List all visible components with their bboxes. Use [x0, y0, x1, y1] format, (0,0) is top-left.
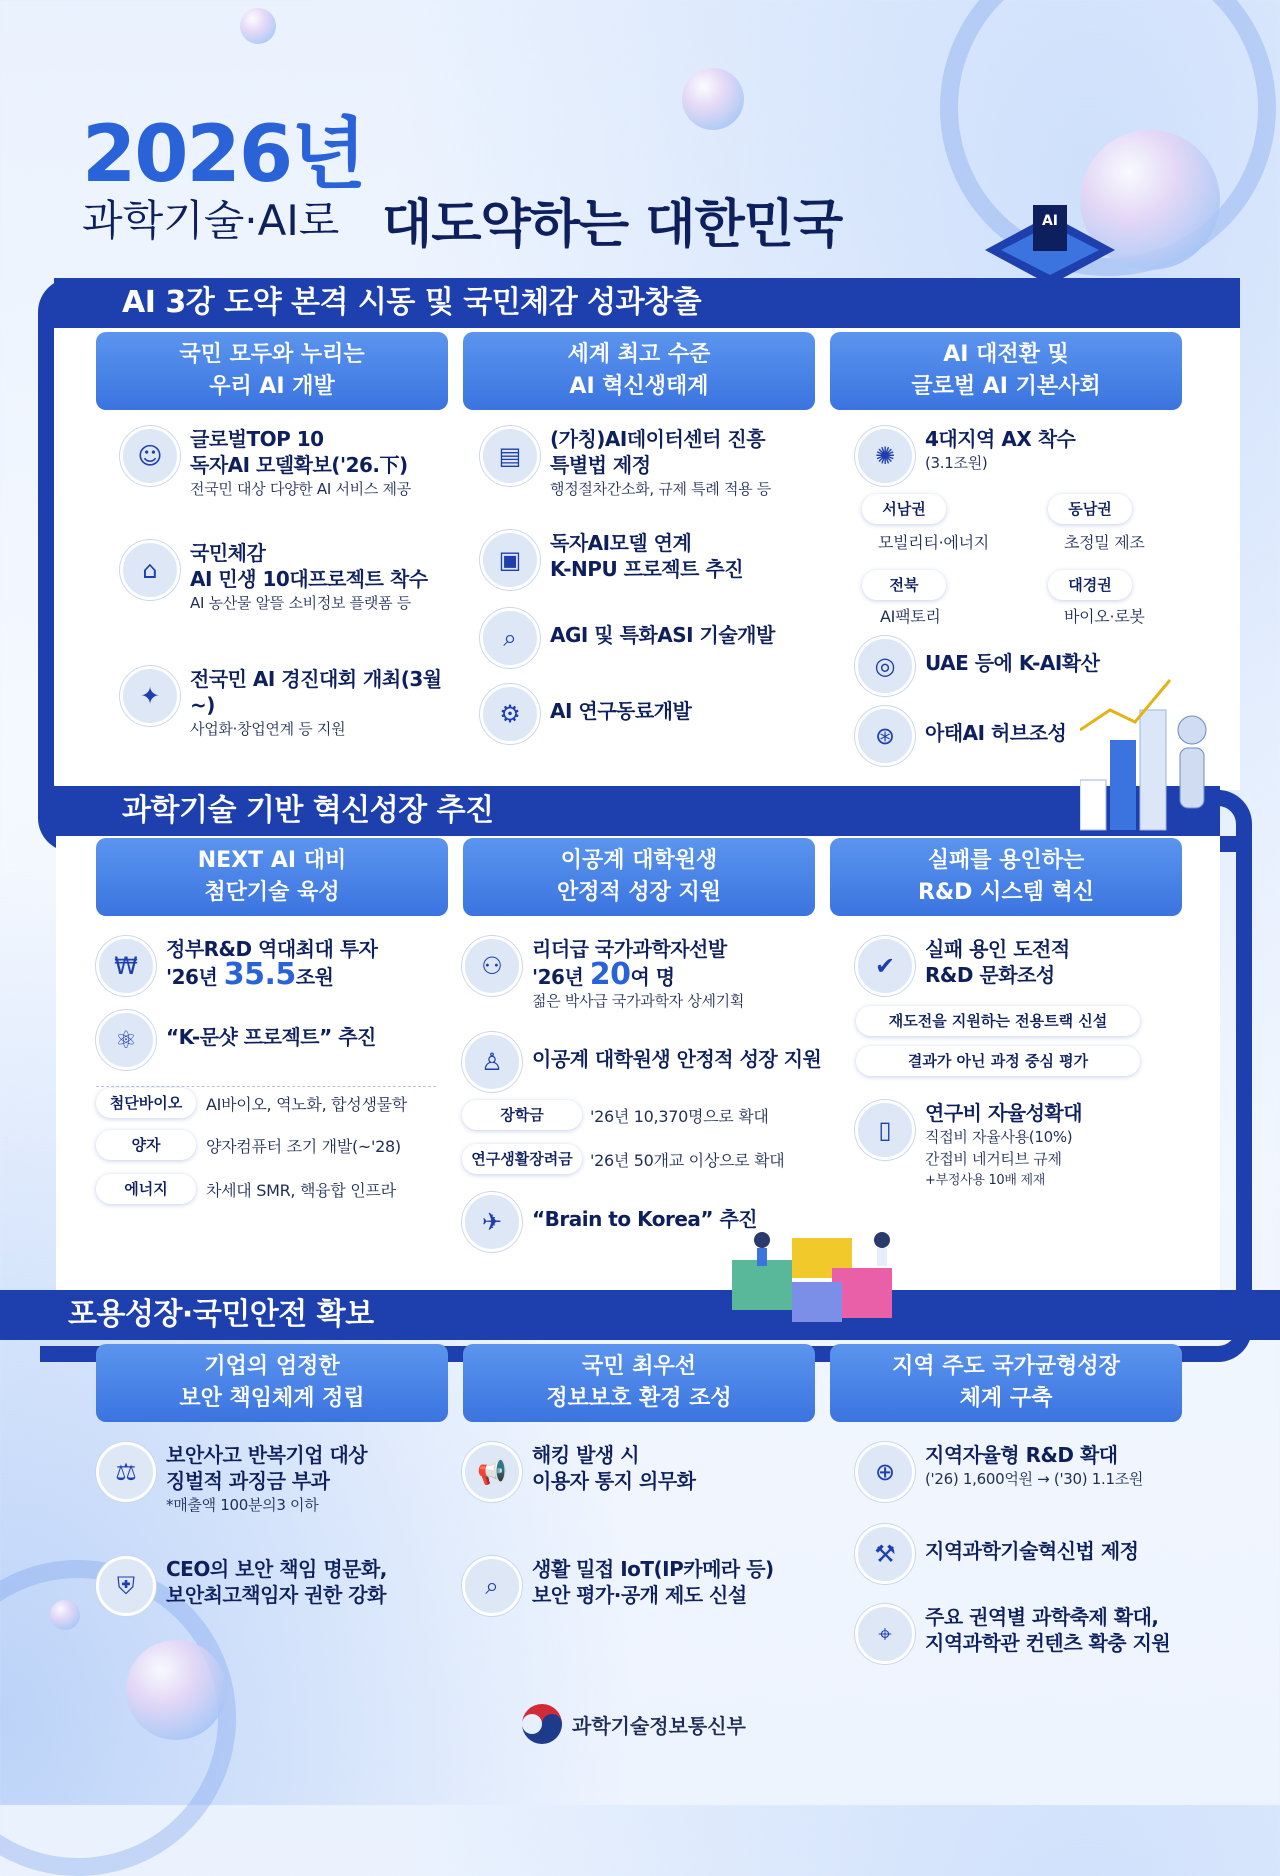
decorative-orb — [240, 8, 276, 44]
title-subtitle: 과학기술·AI로 — [82, 196, 340, 245]
col-head: 실패를 용인하는 R&D 시스템 혁신 — [830, 838, 1182, 916]
government-emblem-icon — [520, 1702, 564, 1746]
decorative-orb — [682, 68, 744, 130]
hands-person-icon: ♙ — [462, 1032, 522, 1092]
hands-store-icon: ⌂ — [120, 540, 180, 600]
gavel-icon: ⚒ — [855, 1524, 915, 1584]
shield-circuit-icon: ⛨ — [96, 1556, 156, 1616]
list-item: ⊛ 아태AI 허브조성 — [855, 706, 1135, 766]
list-item: ⊕ 지역자율형 R&D 확대 ('26) 1,600억원 → ('30) 1.1조원 — [855, 1442, 1195, 1502]
document-gavel-icon: ▤ — [480, 426, 540, 486]
col-head: AI 대전환 및 글로벌 AI 기본사회 — [830, 332, 1182, 410]
list-item: ⌕ 생활 밀접 IoT(IP카메라 등) 보안 평가·공개 제도 신설 — [462, 1556, 802, 1616]
tech-tag: 양자 — [96, 1130, 196, 1160]
list-item: ▤ (가칭)AI데이터센터 진흥 특별법 제정 행정절차간소화, 규제 특례 적용 등 — [480, 426, 820, 500]
binary-search-icon: ⌕ — [480, 608, 540, 668]
robot-colleague-icon: ⚙ — [480, 684, 540, 744]
puzzle-illustration — [712, 1210, 912, 1350]
people-group-icon: ⚇ — [462, 936, 522, 996]
magnifier-check-icon: ⌕ — [462, 1556, 522, 1616]
region-tag: 대경권 — [1048, 570, 1132, 600]
list-item: ⌂ 국민체감 AI 민생 10대프로젝트 착수 AI 농산물 알뜰 소비정보 플랫폼 등 — [120, 540, 450, 614]
col-head: 지역 주도 국가균형성장 체계 구축 — [830, 1344, 1182, 1422]
region-desc: 모빌리티·에너지 — [878, 533, 989, 552]
list-item: ▣ 독자AI모델 연계 K-NPU 프로젝트 추진 — [480, 530, 820, 590]
atom-icon: ⚛ — [96, 1010, 156, 1070]
hand-check-icon: ✔ — [855, 936, 915, 996]
list-item: ⚒ 지역과학기술혁신법 제정 — [855, 1524, 1195, 1584]
list-item: ✈ “Brain to Korea” 추진 — [462, 1192, 762, 1252]
tech-desc: AI바이오, 역노화, 합성생물학 — [206, 1095, 407, 1114]
list-item: 📢 해킹 발생 시 이용자 통지 의무화 — [462, 1442, 802, 1502]
list-item: ▯ 연구비 자율성확대 직접비 자율사용(10%) 간접비 네거티브 규제 +부정사용 10배 제재 — [855, 1100, 1185, 1192]
tech-desc: 양자컴퓨터 조기 개발(~'28) — [206, 1137, 401, 1156]
decorative-orb — [126, 1640, 226, 1740]
col-head: 기업의 엄정한 보안 책임체계 정립 — [96, 1344, 448, 1422]
support-desc: '26년 50개교 이상으로 확대 — [590, 1151, 785, 1170]
section-bar-2: 과학기술 기반 혁신성장 추진 — [54, 786, 1220, 836]
tech-tag: 첨단바이오 — [96, 1088, 196, 1118]
list-item: ✺ 4대지역 AX 착수 (3.1조원) — [855, 426, 1185, 486]
decorative-orb — [50, 1600, 80, 1630]
region-desc: AI팩토리 — [880, 607, 941, 626]
hub-icon: ⊛ — [855, 706, 915, 766]
ai-chip-icon: ▣ — [480, 530, 540, 590]
col-head: 국민 최우선 정보보호 환경 조성 — [463, 1344, 815, 1422]
won-coin-icon: ₩ — [96, 936, 156, 996]
list-item: ⚙ AI 연구동료개발 — [480, 684, 820, 744]
ai-head-icon: ☺ — [120, 426, 180, 486]
col-head: 이공계 대학원생 안정적 성장 지원 — [463, 838, 815, 916]
col-head: 국민 모두와 누리는 우리 AI 개발 — [96, 332, 448, 410]
footer — [520, 1702, 746, 1746]
globe-ai-icon: ◎ — [855, 636, 915, 696]
tech-tag: 에너지 — [96, 1174, 196, 1204]
ministry-name: 과학기술정보통신부 — [572, 1713, 746, 1738]
col-head: NEXT AI 대비 첨단기술 육성 — [96, 838, 448, 916]
region-desc: 바이오·로봇 — [1064, 607, 1145, 626]
support-tag: 연구생활장려금 — [462, 1144, 582, 1174]
support-tag: 장학금 — [462, 1100, 582, 1130]
region-tag: 서남권 — [862, 494, 946, 524]
region-desc: 초정밀 제조 — [1064, 533, 1145, 552]
ai-bulb-icon: ✦ — [120, 666, 180, 726]
target-arrows-icon: ⊕ — [855, 1442, 915, 1502]
globe-plane-icon: ✈ — [462, 1192, 522, 1252]
list-item: ⛨ CEO의 보안 책임 명문화, 보안최고책임자 권한 강화 — [96, 1556, 436, 1616]
list-item: ♙ 이공계 대학원생 안정적 성장 지원 — [462, 1032, 832, 1092]
title-year: 2026년 — [82, 110, 365, 200]
list-item: ₩ 정부R&D 역대최대 투자 '26년 35.5조원 — [96, 936, 436, 996]
list-item: ⚛ “K-문샷 프로젝트” 추진 — [96, 1010, 436, 1070]
policy-pill: 재도전을 지원하는 전용트랙 신설 — [856, 1006, 1140, 1036]
divider — [96, 1086, 436, 1087]
list-item: ☺ 글로벌TOP 10 독자AI 모델확보('26.下) 전국민 대상 다양한 AI 서비스 제공 — [120, 426, 450, 500]
ai-network-icon: ✺ — [855, 426, 915, 486]
tech-desc: 차세대 SMR, 핵융합 인프라 — [206, 1181, 396, 1200]
list-item: ⌕ AGI 및 특화ASI 기술개발 — [480, 608, 820, 668]
list-item: ⌖ 주요 권역별 과학축제 확대, 지역과학관 컨텐츠 확충 지원 — [855, 1604, 1195, 1664]
region-tag: 전북 — [862, 570, 946, 600]
section-bar-3: 포용성장·국민안전 확보 — [0, 1290, 1280, 1340]
support-desc: '26년 10,370명으로 확대 — [590, 1107, 769, 1126]
svg-text:AI: AI — [1041, 213, 1059, 229]
list-item: ✦ 전국민 AI 경진대회 개최(3월~) 사업화·창업연계 등 지원 — [120, 666, 460, 740]
document-money-icon: ▯ — [855, 1100, 915, 1160]
col-head: 세계 최고 수준 AI 혁신생태계 — [463, 332, 815, 410]
list-item: ⚖ 보안사고 반복기업 대상 징벌적 과징금 부과 *매출액 100분의3 이하 — [96, 1442, 436, 1516]
gavel-coin-icon: ⚖ — [96, 1442, 156, 1502]
policy-pill: 결과가 아닌 과정 중심 평가 — [856, 1046, 1140, 1076]
list-item: ⚇ 리더급 국가과학자선발 '26년 20여 명 젊은 박사급 국가과학자 상세기획 — [462, 936, 822, 1012]
budget-highlight: 35.5 — [223, 957, 296, 992]
title-main: 대도약하는 대한민국 — [382, 195, 843, 255]
megaphone-icon: 📢 — [462, 1442, 522, 1502]
map-pin-icon: ⌖ — [855, 1604, 915, 1664]
scientist-count-highlight: 20 — [589, 957, 631, 992]
section-bar-1: AI 3강 도약 본격 시동 및 국민체감 성과창출 — [54, 278, 1240, 328]
list-item: ✔ 실패 용인 도전적 R&D 문화조성 — [855, 936, 1185, 996]
robot-chart-illustration — [1080, 670, 1220, 840]
list-item: ◎ UAE 등에 K-AI확산 — [855, 636, 1135, 696]
region-tag: 동남권 — [1048, 494, 1132, 524]
